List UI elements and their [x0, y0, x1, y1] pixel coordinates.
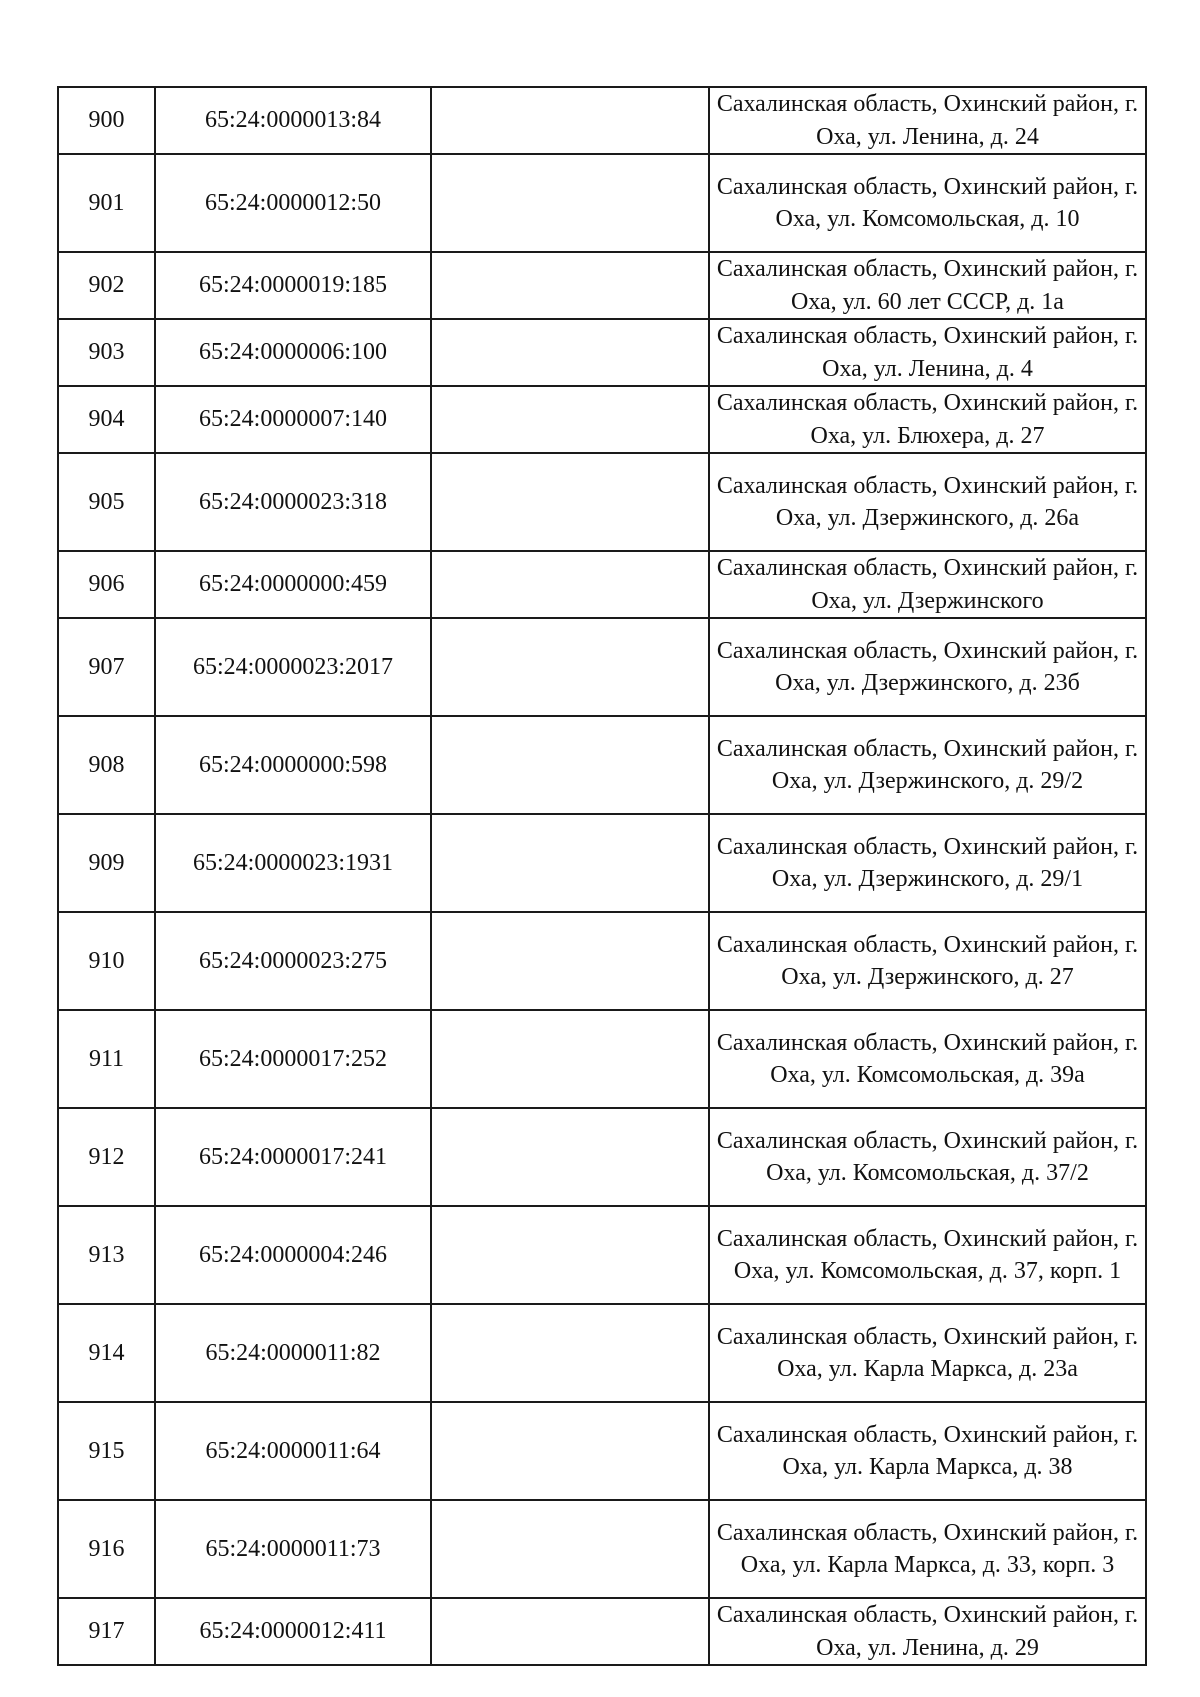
cadastral-number-cell: 65:24:0000019:185	[155, 252, 431, 319]
address-cell: Сахалинская область, Охинский район, г. Оха, ул. Дзержинского, д. 23б	[709, 618, 1146, 716]
address-cell: Сахалинская область, Охинский район, г. Оха, ул. Дзержинского, д. 27	[709, 912, 1146, 1010]
address-cell: Сахалинская область, Охинский район, г. Оха, ул. Комсомольская, д. 39а	[709, 1010, 1146, 1108]
address-cell: Сахалинская область, Охинский район, г. Оха, ул. Карла Маркса, д. 38	[709, 1402, 1146, 1500]
empty-cell	[431, 551, 709, 618]
table-row	[58, 1500, 1146, 1598]
table-row	[58, 453, 1146, 551]
property-registry-table	[57, 86, 1147, 1666]
empty-cell	[431, 814, 709, 912]
empty-cell	[431, 1010, 709, 1108]
cadastral-number-cell: 65:24:0000017:252	[155, 1010, 431, 1108]
row-number-cell: 915	[58, 1402, 155, 1500]
row-number-cell: 908	[58, 716, 155, 814]
table-row	[58, 252, 1146, 319]
cadastral-number-cell: 65:24:0000011:82	[155, 1304, 431, 1402]
empty-cell	[431, 386, 709, 453]
row-number-cell: 900	[58, 87, 155, 154]
empty-cell	[431, 1206, 709, 1304]
row-number-cell: 906	[58, 551, 155, 618]
address-cell: Сахалинская область, Охинский район, г. Оха, ул. Ленина, д. 29	[709, 1598, 1146, 1665]
address-cell: Сахалинская область, Охинский район, г. Оха, ул. Карла Маркса, д. 23а	[709, 1304, 1146, 1402]
registry-table-body	[58, 87, 1146, 1665]
address-cell: Сахалинская область, Охинский район, г. Оха, ул. Ленина, д. 24	[709, 87, 1146, 154]
cadastral-number-cell: 65:24:0000012:411	[155, 1598, 431, 1665]
row-number-cell: 913	[58, 1206, 155, 1304]
cadastral-number-cell: 65:24:0000011:64	[155, 1402, 431, 1500]
table-row	[58, 912, 1146, 1010]
address-cell: Сахалинская область, Охинский район, г. Оха, ул. Дзержинского, д. 29/2	[709, 716, 1146, 814]
table-row	[58, 87, 1146, 154]
cadastral-number-cell: 65:24:0000023:275	[155, 912, 431, 1010]
row-number-cell: 905	[58, 453, 155, 551]
empty-cell	[431, 618, 709, 716]
row-number-cell: 902	[58, 252, 155, 319]
table-row	[58, 154, 1146, 252]
cadastral-number-cell: 65:24:0000006:100	[155, 319, 431, 386]
empty-cell	[431, 1500, 709, 1598]
empty-cell	[431, 87, 709, 154]
address-cell: Сахалинская область, Охинский район, г. Оха, ул. Дзержинского, д. 26а	[709, 453, 1146, 551]
row-number-cell: 917	[58, 1598, 155, 1665]
table-row	[58, 716, 1146, 814]
row-number-cell: 911	[58, 1010, 155, 1108]
table-row	[58, 1402, 1146, 1500]
address-cell: Сахалинская область, Охинский район, г. Оха, ул. Комсомольская, д. 37/2	[709, 1108, 1146, 1206]
empty-cell	[431, 1108, 709, 1206]
table-row	[58, 1304, 1146, 1402]
table-row	[58, 319, 1146, 386]
cadastral-number-cell: 65:24:0000023:1931	[155, 814, 431, 912]
cadastral-number-cell: 65:24:0000017:241	[155, 1108, 431, 1206]
cadastral-number-cell: 65:24:0000004:246	[155, 1206, 431, 1304]
address-cell: Сахалинская область, Охинский район, г. Оха, ул. 60 лет СССР, д. 1а	[709, 252, 1146, 319]
cadastral-number-cell: 65:24:0000023:2017	[155, 618, 431, 716]
address-cell: Сахалинская область, Охинский район, г. Оха, ул. Дзержинского	[709, 551, 1146, 618]
table-row	[58, 551, 1146, 618]
row-number-cell: 904	[58, 386, 155, 453]
empty-cell	[431, 154, 709, 252]
table-row	[58, 1108, 1146, 1206]
table-row	[58, 814, 1146, 912]
cadastral-number-cell: 65:24:0000007:140	[155, 386, 431, 453]
table-row	[58, 1010, 1146, 1108]
empty-cell	[431, 1598, 709, 1665]
address-cell: Сахалинская область, Охинский район, г. Оха, ул. Блюхера, д. 27	[709, 386, 1146, 453]
cadastral-number-cell: 65:24:0000012:50	[155, 154, 431, 252]
cadastral-number-cell: 65:24:0000011:73	[155, 1500, 431, 1598]
row-number-cell: 901	[58, 154, 155, 252]
row-number-cell: 909	[58, 814, 155, 912]
cadastral-number-cell: 65:24:0000000:459	[155, 551, 431, 618]
address-cell: Сахалинская область, Охинский район, г. Оха, ул. Комсомольская, д. 37, корп. 1	[709, 1206, 1146, 1304]
cadastral-number-cell: 65:24:0000023:318	[155, 453, 431, 551]
empty-cell	[431, 1304, 709, 1402]
address-cell: Сахалинская область, Охинский район, г. Оха, ул. Ленина, д. 4	[709, 319, 1146, 386]
empty-cell	[431, 319, 709, 386]
row-number-cell: 907	[58, 618, 155, 716]
empty-cell	[431, 1402, 709, 1500]
table-row	[58, 618, 1146, 716]
empty-cell	[431, 716, 709, 814]
table-row	[58, 386, 1146, 453]
row-number-cell: 903	[58, 319, 155, 386]
row-number-cell: 914	[58, 1304, 155, 1402]
table-row	[58, 1206, 1146, 1304]
empty-cell	[431, 912, 709, 1010]
table-row	[58, 1598, 1146, 1665]
empty-cell	[431, 252, 709, 319]
row-number-cell: 912	[58, 1108, 155, 1206]
address-cell: Сахалинская область, Охинский район, г. Оха, ул. Комсомольская, д. 10	[709, 154, 1146, 252]
address-cell: Сахалинская область, Охинский район, г. Оха, ул. Карла Маркса, д. 33, корп. 3	[709, 1500, 1146, 1598]
address-cell: Сахалинская область, Охинский район, г. Оха, ул. Дзержинского, д. 29/1	[709, 814, 1146, 912]
cadastral-number-cell: 65:24:0000013:84	[155, 87, 431, 154]
row-number-cell: 916	[58, 1500, 155, 1598]
row-number-cell: 910	[58, 912, 155, 1010]
empty-cell	[431, 453, 709, 551]
cadastral-number-cell: 65:24:0000000:598	[155, 716, 431, 814]
